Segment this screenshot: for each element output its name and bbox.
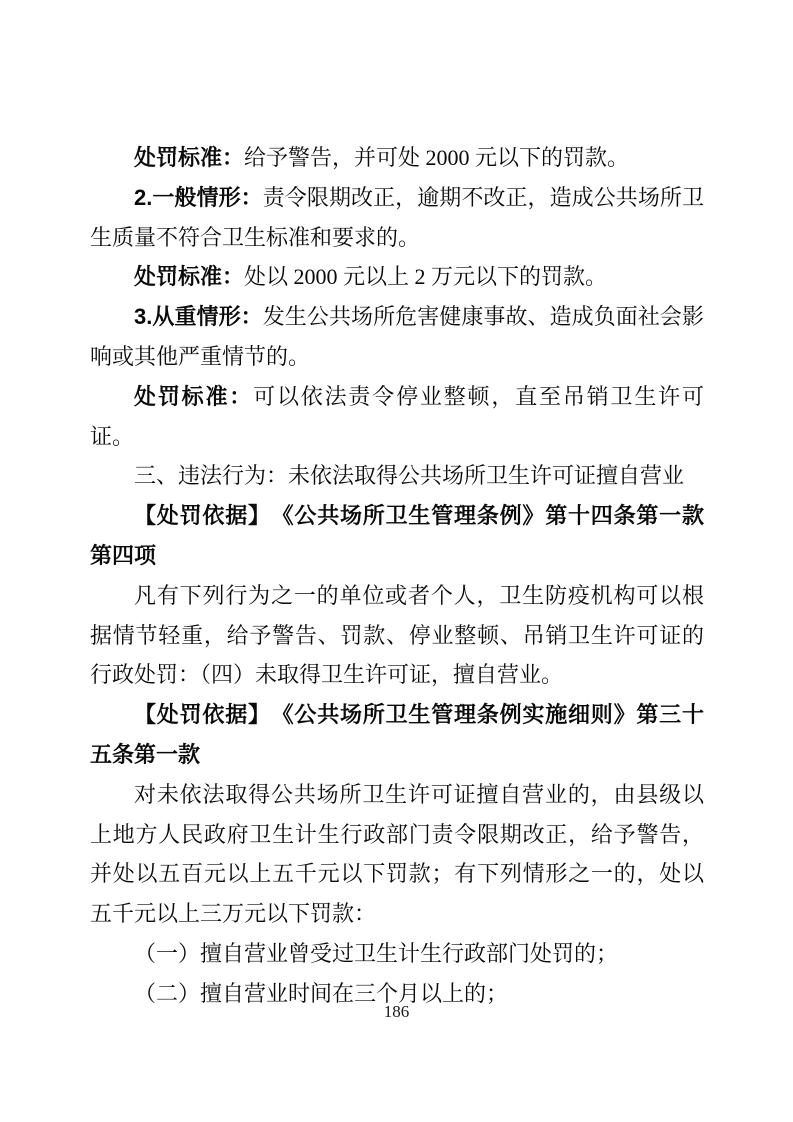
paragraph-regulation-excerpt-1: [90, 576, 704, 695]
paragraph-text: （一）擅自营业曾受过卫生计生行政部门处罚的；: [134, 940, 619, 966]
paragraph-penalty-basis-2: [90, 695, 704, 775]
paragraph-text: 责令限期改正，逾期不改正，造成公共场所卫生质量不符合卫生标准和要求的。: [90, 184, 704, 250]
page-number: 186: [383, 1002, 410, 1021]
bold-label: 处罚标准：: [134, 264, 245, 290]
bold-label: 处罚标准：: [134, 145, 245, 170]
paragraph-text: 三、违法行为：未依法取得公共场所卫生许可证擅自营业: [134, 463, 685, 489]
paragraph-text: （二）擅自营业时间在三个月以上的；: [134, 980, 509, 1006]
bold-label: 3.从重情形：: [134, 304, 263, 330]
document-body: [90, 138, 704, 1014]
paragraph-text: 处以 2000 元以上 2 万元以下的罚款。: [244, 264, 608, 290]
paragraph-text: 凡有下列行为之一的单位或者个人，卫生防疫机构可以根据情节轻重，给予警告、罚款、停业整顿、吊销卫生许可证的行政处罚：（四）未取得卫生许可证，擅自营业。: [90, 582, 704, 688]
paragraph-regulation-excerpt-2: [90, 775, 704, 934]
paragraph-penalty-standard-3: [90, 377, 704, 457]
paragraph-item-1: [90, 934, 704, 974]
paragraph-penalty-standard-2: [90, 257, 704, 297]
bold-label: 处罚标准：: [134, 383, 254, 409]
paragraph-aggravated-case: [90, 297, 704, 377]
paragraph-text: 可以依法责令停业整顿，直至吊销卫生许可证。: [90, 383, 704, 449]
bold-label: 2.一般情形：: [134, 184, 263, 210]
bold-label: 【处罚依据】 《公共场所卫生管理条例》第十四条第一款第四项: [90, 503, 704, 568]
paragraph-general-case: [90, 178, 704, 258]
paragraph-text: 给予警告，并可处 2000 元以下的罚款。: [244, 145, 630, 170]
paragraph-text: 对未依法取得公共场所卫生许可证擅自营业的，由县级以上地方人民政府卫生计生行政部门责令限期改正，给予警告，并处以五百元以上五千元以下罚款；有下列情形之一的，处以五千元以上三万元以下罚款：: [90, 781, 704, 927]
paragraph-penalty-standard-1: [90, 138, 704, 178]
paragraph-text: 发生公共场所危害健康事故、造成负面社会影响或其他严重情节的。: [90, 304, 704, 369]
paragraph-penalty-basis-1: [90, 496, 704, 576]
paragraph-illegal-act-heading: [90, 456, 704, 496]
bold-label: 【处罚依据】 《公共场所卫生管理条例实施细则》第三十五条第一款: [90, 702, 704, 767]
